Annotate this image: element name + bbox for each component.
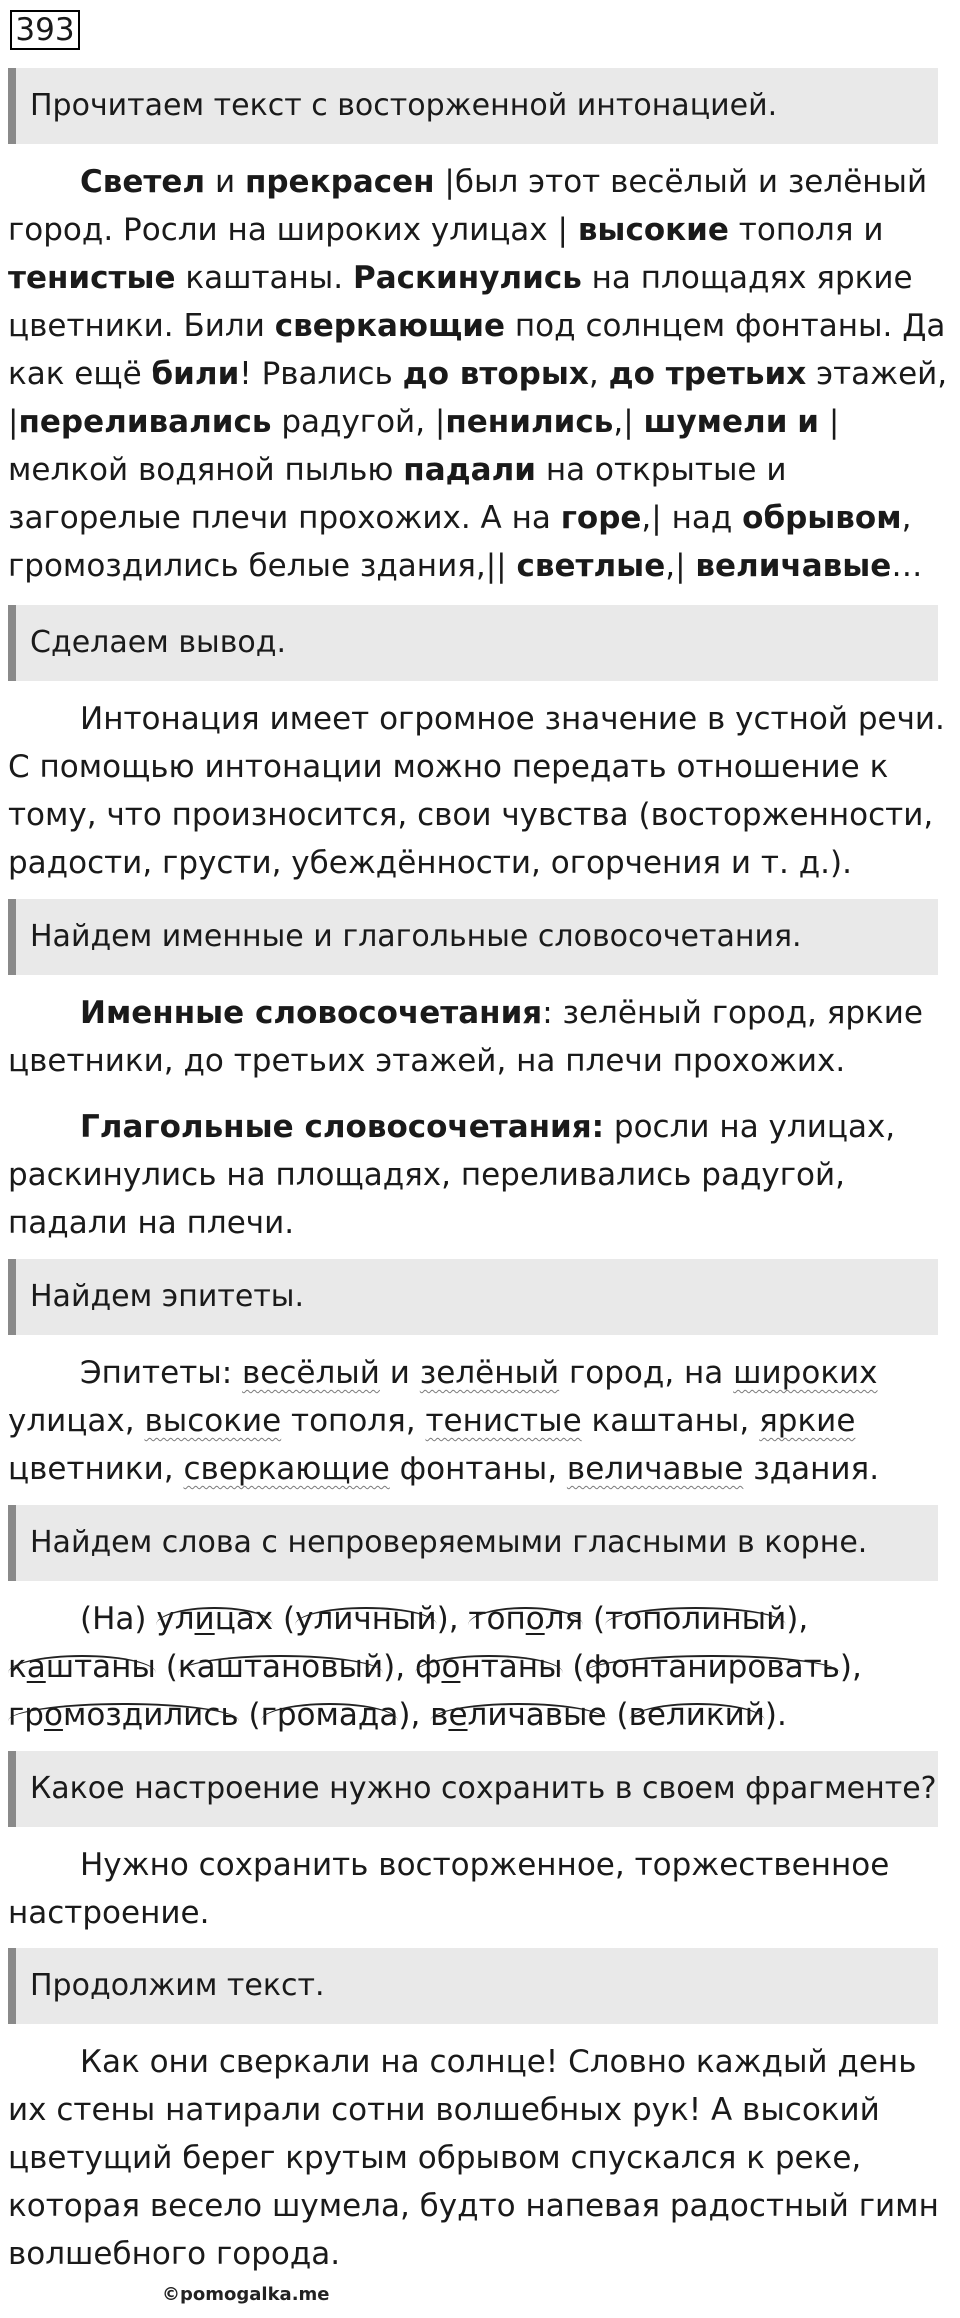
root-word: великий (628, 1697, 765, 1733)
root-word: уличный (295, 1601, 437, 1637)
text-paragraph-2: Интонация имеет огромное значение в устной речи. С помощью интонации можно передать отношение к тому, что произносится, свои чувства (восторженности, радости, грусти, убеждённости, огорчения и т. д.). (8, 701, 945, 881)
section-header-3: Найдем именные и глагольные словосочетания. (8, 899, 938, 975)
exercise-number: 393 (10, 10, 80, 50)
section-header-1: Прочитаем текст с восторженной интонацией. (8, 68, 938, 144)
root-word: улицах (156, 1601, 274, 1637)
root-word: тополиный (605, 1601, 787, 1637)
root-word: каштановый (177, 1649, 384, 1685)
section-header-4: Найдем эпитеты. (8, 1259, 938, 1335)
root-word: громада (260, 1697, 399, 1733)
section-header-2: Сделаем вывод. (8, 605, 938, 681)
watermark: ©pomogalka.me (162, 2284, 330, 2305)
root-word: тополя (468, 1601, 584, 1637)
text-paragraph-7: Нужно сохранить восторженное, торжественное настроение. (8, 1847, 890, 1931)
text-paragraph-8: Как они сверкали на солнце! Словно каждый день их стены натирали сотни волшебных рук! А высокий цветущий берег крутым обрывом спускался к реке, которая весело шумела, будто напевая радостный гимн волшебного города. (8, 2044, 939, 2272)
text-paragraph-3: Именные словосочетания: зелёный город, яркие цветники, до третьих этажей, на плечи прохожих. (8, 995, 923, 1079)
text-paragraph-4: Глагольные словосочетания: росли на улицах, раскинулись на площадях, переливались радугой, падали на плечи. (8, 1109, 896, 1241)
root-word: фонтанировать (584, 1649, 840, 1685)
root-word: громоздились (8, 1697, 239, 1733)
section-header-7: Продолжим текст. (8, 1948, 938, 2024)
text-paragraph-1: Светел и прекрасен |был этот весёлый и зелёный город. Росли на широких улицах | высокие тополя и тенистые каштаны. Раскинулись на площадях яркие цветники. Били сверкающие под солнцем фонтаны. Да как ещё били! Рвались до вторых, до третьих этажей, |переливались радугой, |пенились,| шумели и |мелкой водяной пылью падали на открытые и загорелые плечи прохожих. А на горе,| над обрывом, громоздились белые здания,|| светлые,| величавые… (8, 164, 948, 584)
text-paragraph-6: (На) улицах (уличный), тополя (тополиный), каштаны (каштановый), фонтаны (фонтанировать), громоздились (громада), величавые (великий). (8, 1601, 862, 1733)
section-header-5: Найдем слова с непроверяемыми гласными в корне. (8, 1505, 938, 1581)
root-word: каштаны (8, 1649, 156, 1685)
root-word: величавые (430, 1697, 607, 1733)
text-paragraph-5: Эпитеты: весёлый и зелёный город, на широких улицах, высокие тополя, тенистые каштаны, яркие цветники, сверкающие фонтаны, величавые здания. (8, 1355, 880, 1487)
section-header-6: Какое настроение нужно сохранить в своем фрагменте? (8, 1751, 938, 1827)
root-word: фонтаны (414, 1649, 563, 1685)
